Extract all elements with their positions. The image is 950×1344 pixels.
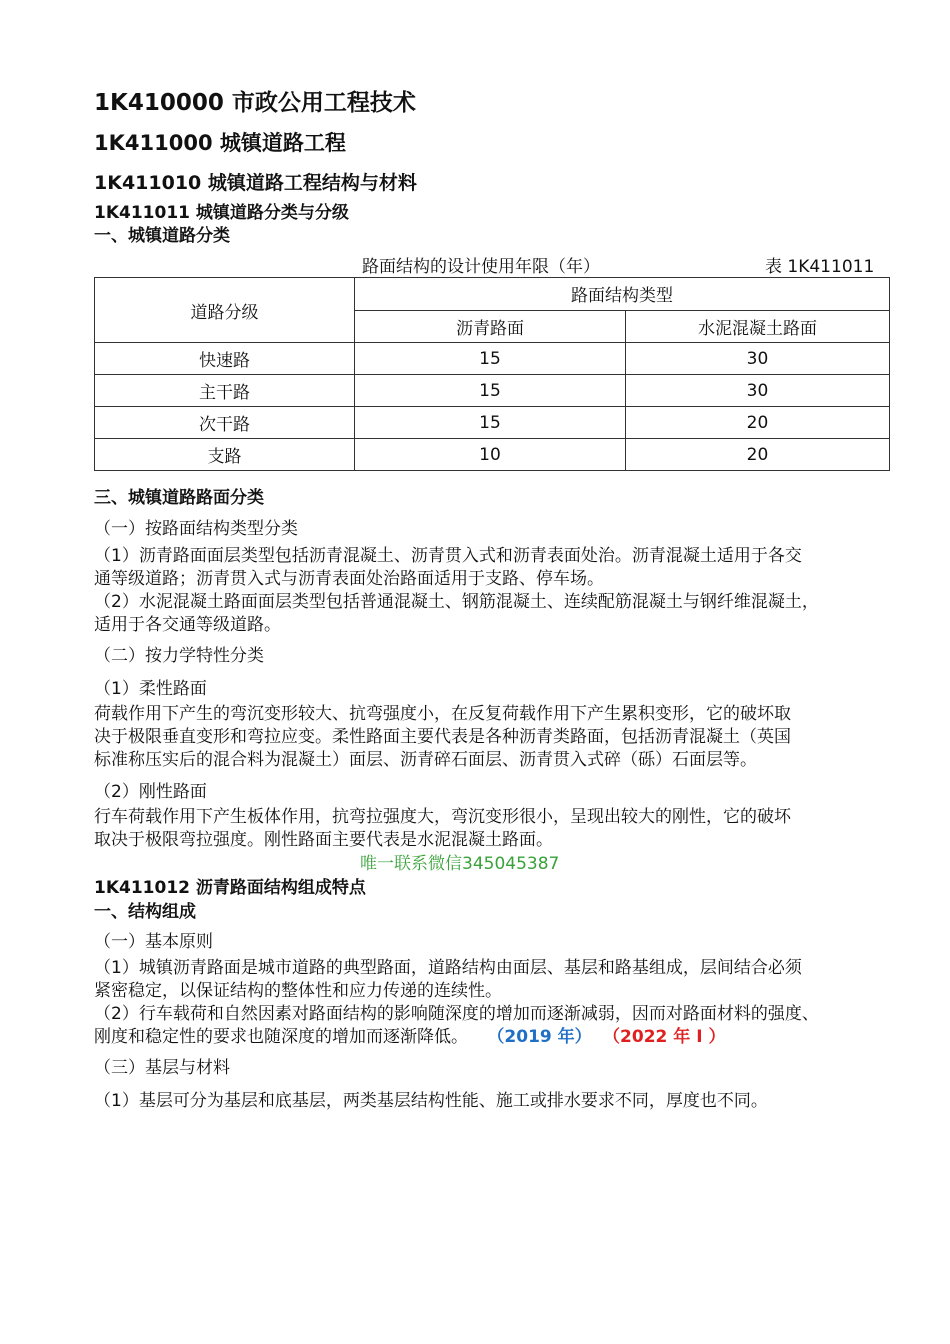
header-concrete: 水泥混凝土路面 [626,310,890,343]
table-row [95,375,890,407]
paragraph-line: （1）基层可分为基层和底基层，两类基层结构性能、施工或排水要求不同，厚度也不同。 [94,1091,768,1111]
asphalt-cell: 10 [355,439,626,471]
table-row [95,407,890,439]
asphalt-cell: 15 [355,407,626,439]
road-class-cell: 主干路 [95,375,355,407]
heading-2: 1K411000 城镇道路工程 [94,131,346,155]
header-road-class: 道路分级 [95,278,355,343]
header-asphalt: 沥青路面 [355,310,626,343]
heading-1: 1K410000 市政公用工程技术 [94,90,416,116]
asphalt-cell: 15 [355,343,626,375]
paragraph-line: 决于极限垂直变形和弯拉应变。柔性路面主要代表是各种沥青类路面，包括沥青混凝土（英国 [94,727,791,747]
paragraph-line: 标准称压实后的混合料为混凝土）面层、沥青碎石面层、沥青贯入式碎（砾）石面层等。 [94,750,757,770]
header-pavement-type: 路面结构类型 [355,278,890,311]
paragraph-line: 行车荷载作用下产生板体作用，抗弯拉强度大，弯沉变形很小，呈现出较大的刚性，它的破坏 [94,807,791,827]
section-heading: 一、结构组成 [94,902,196,922]
paragraph-line-with-tags [94,1022,725,1047]
paragraph-line: 紧密稳定，以保证结构的整体性和应力传递的连续性。 [94,981,502,1001]
heading-3: 1K411010 城镇道路工程结构与材料 [94,172,417,194]
section-heading: 一、城镇道路分类 [94,226,230,246]
design-life-table [94,277,890,471]
road-class-cell: 次干路 [95,407,355,439]
exam-year-tag-2019: （2019 年） [487,1027,592,1047]
heading-4: 1K411012 沥青路面结构组成特点 [94,878,366,898]
asphalt-cell: 15 [355,375,626,407]
subheading: （三）基层与材料 [94,1058,230,1078]
table-row [95,343,890,375]
exam-year-tag-2022: （2022 年 I ） [603,1027,726,1047]
concrete-cell: 20 [626,407,890,439]
subheading: （二）按力学特性分类 [94,646,264,666]
paragraph-line: 荷载作用下产生的弯沉变形较大、抗弯强度小，在反复荷载作用下产生累积变形，它的破坏取 [94,704,791,724]
concrete-cell: 30 [626,343,890,375]
paragraph-line: 取决于极限弯拉强度。刚性路面主要代表是水泥混凝土路面。 [94,830,553,850]
table-number: 表 1K411011 [765,257,875,277]
paragraph-line: 通等级道路；沥青贯入式与沥青表面处治路面适用于支路、停车场。 [94,569,604,589]
concrete-cell: 20 [626,439,890,471]
road-class-cell: 支路 [95,439,355,471]
paragraph-line: （2）行车载荷和自然因素对路面结构的影响随深度的增加而逐渐减弱，因而对路面材料的强度、 [94,1004,819,1024]
road-class-cell: 快速路 [95,343,355,375]
paragraph-line: （1）城镇沥青路面是城市道路的典型路面，道路结构由面层、基层和路基组成，层间结合必须 [94,958,802,978]
section-heading: 三、城镇道路路面分类 [94,488,264,508]
watermark-text: 唯一联系微信345045387 [360,854,560,874]
paragraph-text: 刚度和稳定性的要求也随深度的增加而逐渐降低。 [94,1027,468,1047]
concrete-cell: 30 [626,375,890,407]
heading-4: 1K411011 城镇道路分类与分级 [94,203,349,223]
table-caption: 路面结构的设计使用年限（年） [362,257,600,277]
item-title: （2）刚性路面 [94,782,207,802]
subheading: （一）基本原则 [94,932,213,952]
item-title: （1）柔性路面 [94,679,207,699]
paragraph-line: 适用于各交通等级道路。 [94,615,281,635]
paragraph-line: （1）沥青路面面层类型包括沥青混凝土、沥青贯入式和沥青表面处治。沥青混凝土适用于各交 [94,546,802,566]
table-row [95,439,890,471]
subheading: （一）按路面结构类型分类 [94,519,298,539]
paragraph-line: （2）水泥混凝土路面面层类型包括普通混凝土、钢筋混凝土、连续配筋混凝土与钢纤维混凝土， [94,592,819,612]
